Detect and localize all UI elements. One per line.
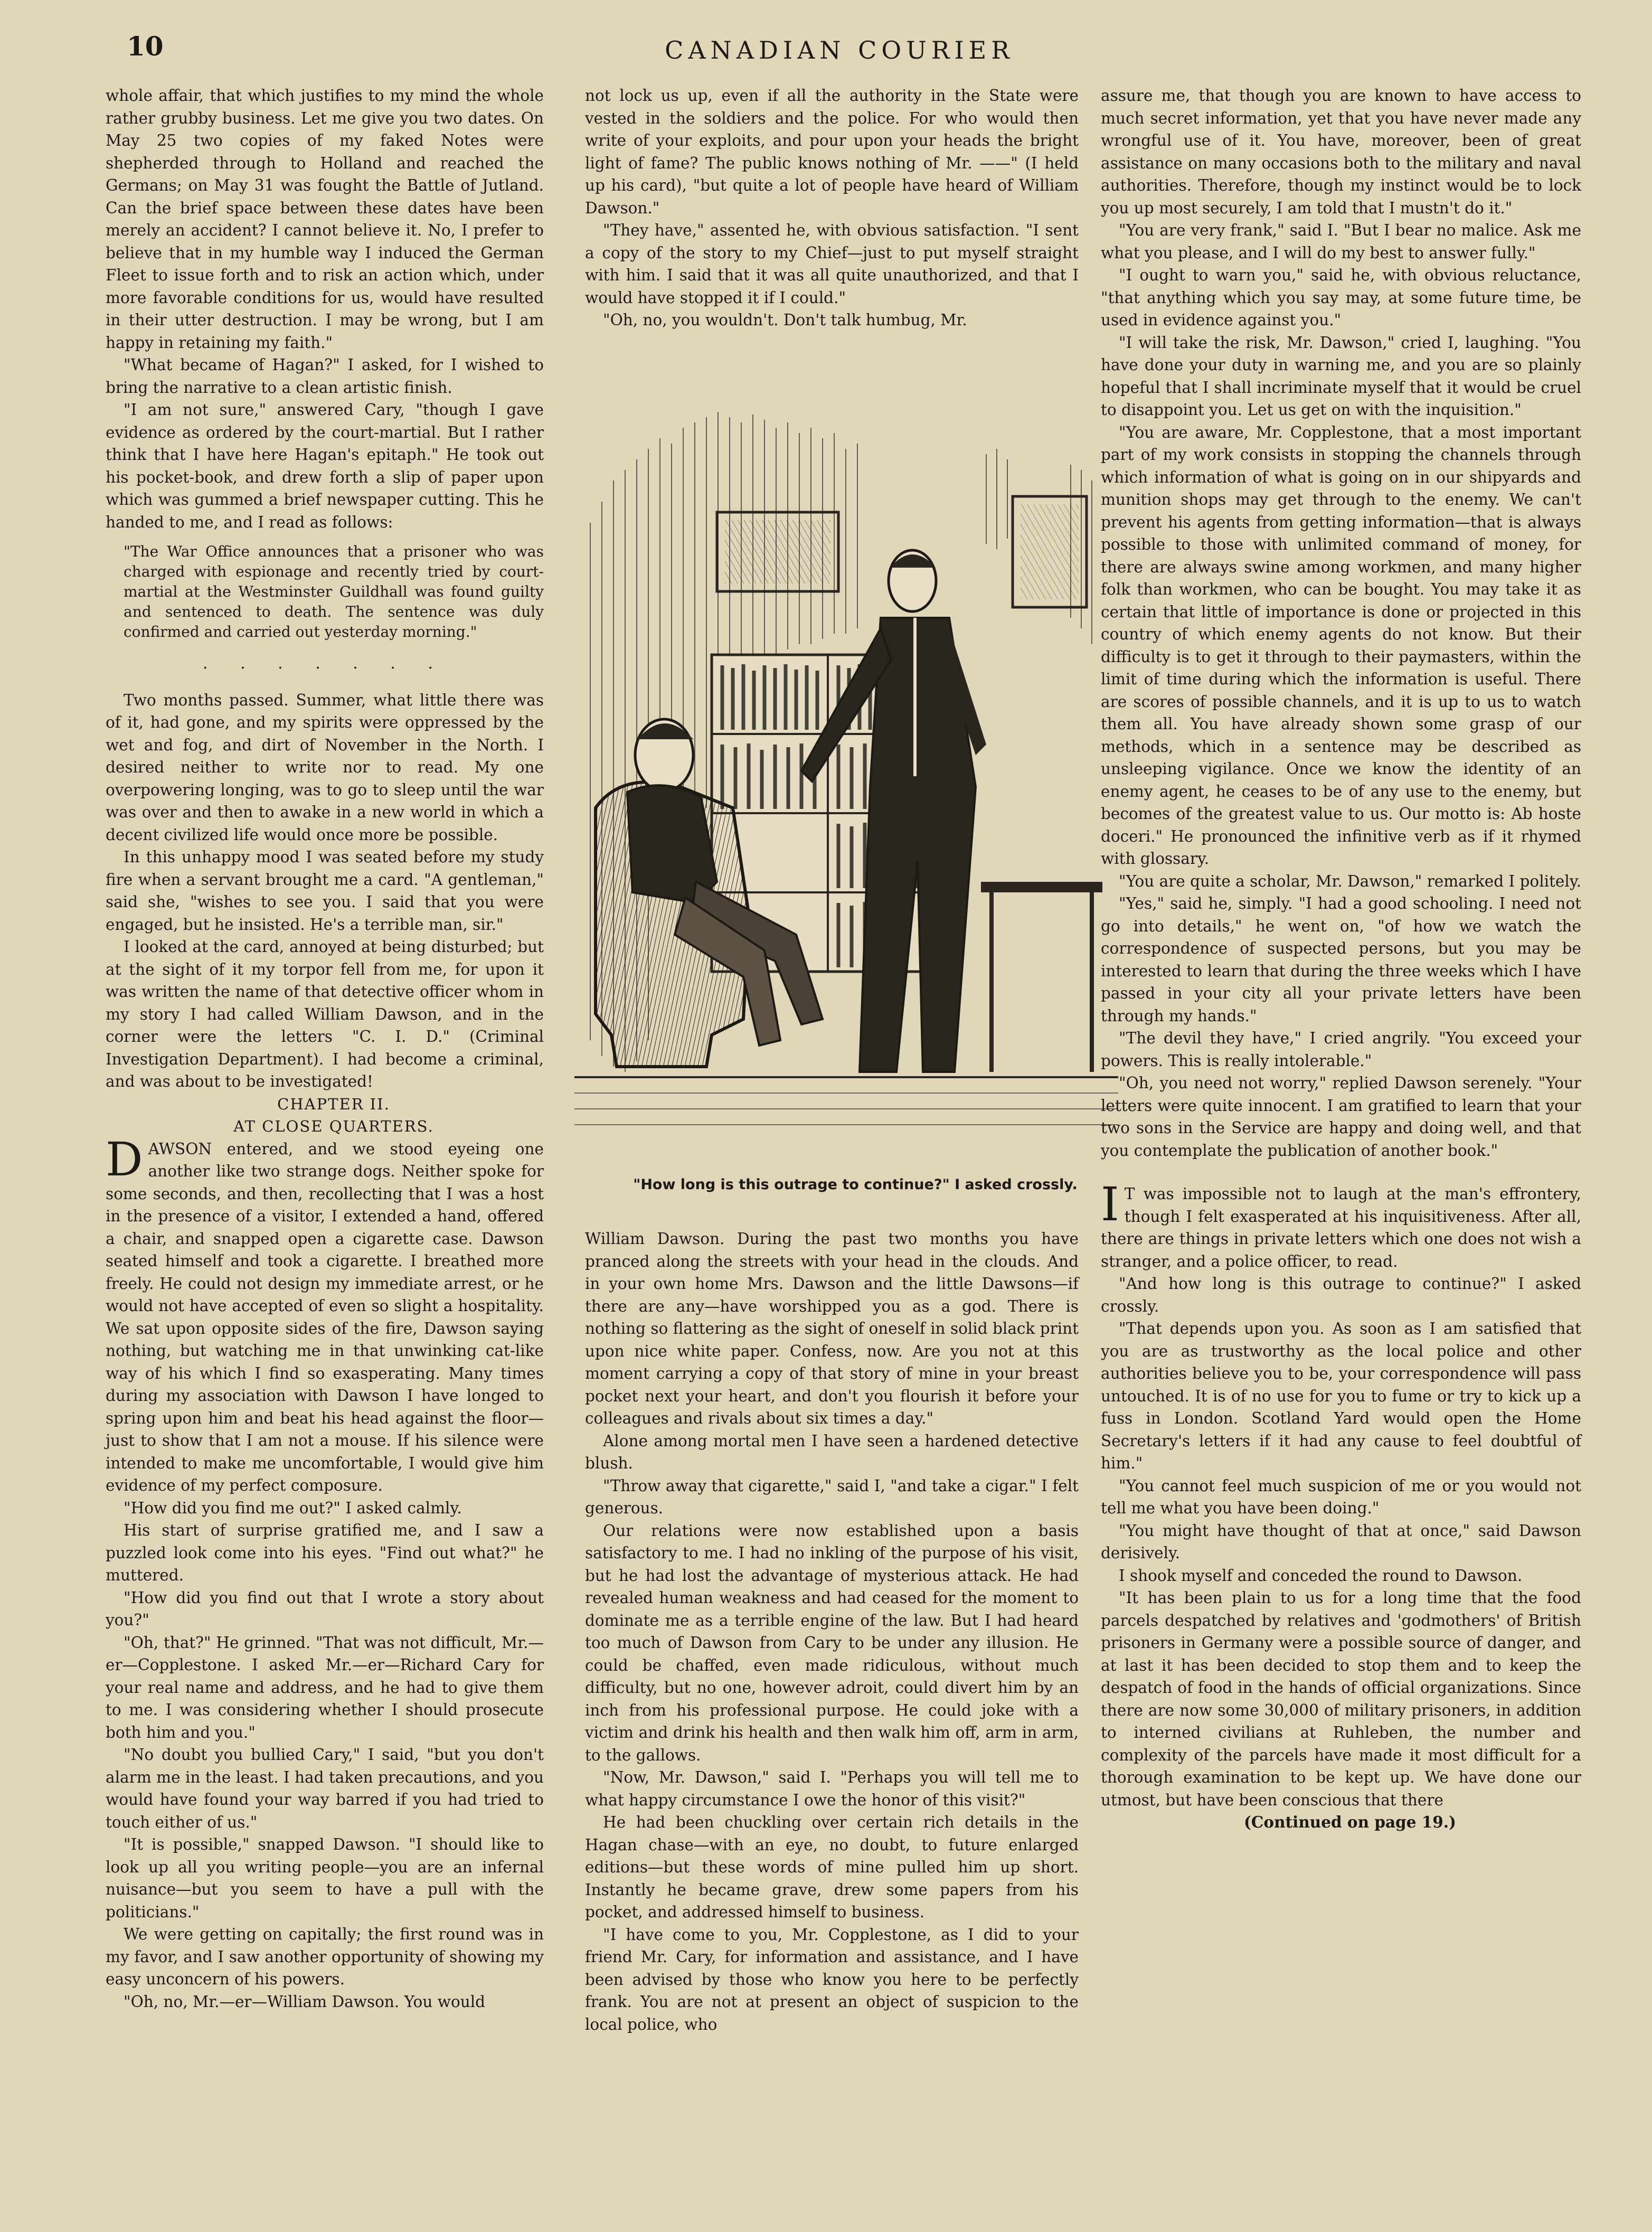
paragraph: "You might have thought of that at once," said Dawson derisively. [1101,1521,1581,1562]
paragraph: He had been chuckling over certain rich details in the Hagan chase—with an eye, no doubt, to future enlarged editions—but these words of mine pulled him up short. Instantly he became grave, drew some papers from his pocket, and addressed himself to business. [585,1813,1079,1921]
page-header [106,31,1573,73]
paragraph: whole affair, that which justifies to my mind the whole rather grubby business. Let me give you two dates. On May 25 two copies of my faked Notes were shepherded through to Holland and reached the Germans; on May 31 was fought the Battle of Jutland. Can the brief space between these dates have been merely an accident? I cannot believe it. No, I prefer to believe that in my humble way I induced the German Fleet to issue forth and to risk an action which, under more favorable conditions for us, would have resulted in their utter destruction. I may be wrong, but I am happy in retaining my faith." [106,87,544,352]
paragraph: "Oh, no, Mr.—er—William Dawson. You would [124,1992,486,2011]
paragraph: DAWSON entered, and we stood eyeing one another like two strange dogs. Neither spoke for some seconds, and then, recollecting that I was a host in the presence of a visitor, I extended a hand, offered a chair, and snapped open a cigarette case. Dawson seated himself and took a cigarette. I breathed more freely. He could not design my immediate arrest, or he would not have accepted of even so slight a hospitality. We sat upon opposite sides of the fire, Dawson saying nothing, but watching me in that unwinking cat-like way of his which I find so exasperating. Many times during my association with Dawson I have longed to spring upon him and beat his head against the floor—just to show that I am not a mouse. If his silence were intended to make me uncomfortable, I would give him evidence of my perfect composure. [106,1132,544,1494]
paragraph: "You cannot feel much suspicion of me or you would not tell me what you have been doing." [1101,1476,1581,1517]
paragraph: We were getting on capitally; the first round was in my favor, and I saw another opportunity of showing my easy unconcern of his powers. [106,1925,544,1988]
paragraph: "Throw away that cigarette," said I, "and take a cigar." I felt generous. [585,1476,1079,1517]
paragraph: "Oh, you need not worry," replied Dawson serenely. "Your letters were quite innocent. I am gratified to learn that your two sons in the Service are happy and doing well, and that you contemplate the publication of another book." [1101,1074,1581,1160]
paragraph: Our relations were now established upon a basis satisfactory to me. I had no inkling of the purpose of his visit, but he had lost the advantage of mysterious attack. He had revealed human weakness and had ceased for the moment to dominate me as a terrible engine of the law. But I had heard too much of Dawson from Cary to be under any illusion. He could be chaffed, even made ridiculous, without much difficulty, but no one, however adroit, could divert him by an inch from his professional purpose. He could joke with a victim and drink his health and then walk him off, arm in arm, to the gallows. [585,1521,1079,1764]
paragraph: "No doubt you bullied Cary," I said, "but you don't alarm me in the least. I had taken precautions, and you would have found your way barred if you had tried to touch either of us." [106,1746,544,1831]
paragraph: "Oh, no, you wouldn't. Don't talk humbug, Mr. [603,311,967,329]
running-head: CANADIAN COURIER [665,36,1014,64]
story-illustration [574,407,1118,1172]
paragraph: Two months passed. Summer, what little there was of it, had gone, and my spirits were oppressed by the wet and fog, and dirt of November in the North. I desired neither to write nor to read. My one overpowering longing, was to go to sleep until the war was over and then to awake in a new world in which a decent civilized life would once more be possible. [106,691,544,844]
column-1 [106,84,544,2013]
paragraph: I T was impossible not to laugh at the man's effrontery, though I felt exasperated at his inquisitiveness. After all, there are things in private letters which one does not wish a stranger, and a police officer, to read. [1101,1177,1581,1270]
paragraph: "And how long is this outrage to continue?" I asked crossly. [1101,1275,1581,1315]
section-break: . . . . . . . [203,654,447,673]
paragraph: assure me, that though you are known to have access to much secret information, yet that you have never made any wrongful use of it. You have, moreover, been of great assistance on many occasions both to the military and naval authorities. Therefore, though my instinct would be to lock you up most securely, I am told that I mustn't do it." [1101,87,1581,217]
paragraph: "How did you find out that I wrote a story about you?" [106,1588,544,1629]
column-2-top [585,84,1079,332]
paragraph: "The devil they have," I cried angrily. "You exceed your powers. This is really intolerable." [1101,1029,1581,1070]
paragraph: "Now, Mr. Dawson," said I. "Perhaps you will tell me to what happy circumstance I owe the honor of this visit?" [585,1768,1079,1809]
chapter-title: AT CLOSE QUARTERS. [233,1117,434,1135]
paragraph: "You are quite a scholar, Mr. Dawson," remarked I politely. [1119,872,1581,890]
paragraph: I shook myself and conceded the round to Dawson. [1119,1566,1523,1585]
paragraph: "That depends upon you. As soon as I am satisfied that you are as trustworthy as the local police and other authorities believe you to be, your correspondence will pass untouched. It is of no use for you to fume or try to kick up a fuss in London. Scotland Yard would open the Home Secretary's letters if it had any cause to feel doubtful of him." [1101,1320,1581,1472]
paragraph: "It is possible," snapped Dawson. "I should like to look up all you writing people—you are an infernal nuisance—but you seem to have a pull with the politicians." [106,1835,544,1921]
paragraph: "I am not sure," answered Cary, "though I gave evidence as ordered by the court-martial. But I rather think that I have here Hagan's epitaph." He took out his pocket-book, and drew forth a slip of paper upon which was gummed a brief newspaper cutting. This he handed to me, and I read as follows: [106,401,544,531]
column-3 [1101,84,1581,1834]
paragraph: "They have," assented he, with obvious satisfaction. "I sent a copy of the story to my Chief—just to put myself straight with him. I said that it was all quite unauthorized, and that I would have stopped it if I could." [585,221,1079,307]
continued-note: (Continued on page 19.) [1243,1813,1457,1831]
paragraph: "You are aware, Mr. Copplestone, that a most important part of my work consists in stopping the channels through which information of what is going on in our shipyards and munition shops may get through to the enemy. We can't prevent his agents from getting information—that is always possible to those with unlimited command of money, for there are always swine among workmen, and many higher folk than workmen, who can be bought. You may take it as certain that little of importance is done or projected in this country of which enemy agents do not know. But their difficulty is to get it through to their paymasters, within the limit of time during which the information is useful. There are scores of possible channels, and it is up to us to watch them all. You have already shown some grasp of our methods, which in a sentence may be described as unsleeping vigilance. Once we know the identity of an enemy agent, he ceases to be of any use to the enemy, but becomes of the greatest value to us. Our motto is: Ab hoste doceri." He pronounced the infinitive verb as if it rhymed with glossary. [1101,423,1581,868]
paragraph: In this unhappy mood I was seated before my study fire when a servant brought me a card. "A gentleman," said she, "wishes to see you. I said that you were engaged, but he insisted. He's a terrible man, sir." [106,848,544,934]
paragraph: Alone among mortal men I have seen a hardened detective blush. [585,1432,1079,1472]
paragraph: His start of surprise gratified me, and I saw a puzzled look come into his eyes. "Find out what?" he muttered. [106,1521,544,1584]
drop-cap: D [106,1132,143,1186]
paragraph: "It has been plain to us for a long time that the food parcels despatched by relatives and 'godmothers' of British prisoners in Germany were a possible source of danger, and at last it has been decided to stop them and to keep the despatch of food in the hands of official organizations. Since there are now some 30,000 of military prisoners, in addition to interned civilians at Ruhleben, the number and complexity of the parcels have made it most difficult for a thorough examination to be kept up. We have done our utmost, but have been conscious that there [1101,1589,1581,1809]
paragraph: "I will take the risk, Mr. Dawson," cried I, laughing. "You have done your duty in warning me, and you are so plainly hopeful that I shall incriminate myself that it would be cruel to disappoint you. Let us get on with the inquisition." [1101,333,1581,419]
drop-cap: I [1101,1177,1119,1231]
paragraph: "You are very frank," said I. "But I bear no malice. Ask me what you please, and I will do my best to answer fully." [1101,221,1581,262]
illustration-caption: "How long is this outrage to continue?" I asked crossly. [633,1176,1078,1193]
paragraph: "Yes," said he, simply. "I had a good schooling. I need not go into details," he went on, "of how we watch the correspondence of suspected persons, but you may be interested to learn that during the three weeks which I have passed in your city all your private letters have been through my hands." [1101,894,1581,1025]
paragraph: William Dawson. During the past two months you have pranced along the streets with your head in the clouds. And in your own home Mrs. Dawson and the little Dawsons—if there are any—have worshipped you as a god. There is nothing so flattering as the sight of oneself in solid black print upon nice white paper. Confess, now. Are you not at this moment carrying a copy of that story of mine in your breast pocket next your heart, and don't you flourish it before your colleagues and rivals about six times a day." [585,1230,1079,1427]
paragraph: "Oh, that?" He grinned. "That was not difficult, Mr.—er—Copplestone. I asked Mr.—er—Richard Cary for your real name and address, and he had to give them to me. I was considering whether I should prosecute both him and you." [106,1633,544,1741]
paragraph: "What became of Hagan?" I asked, for I wished to bring the narrative to a clean artistic finish. [106,356,544,397]
column-2-bottom [585,1228,1079,2036]
newspaper-cutting-quote: "The War Office announces that a prisoner who was charged with espionage and recently tried by court-martial at the Westminster Guildhall was found guilty and sentenced to death. The sentence was duly confirmed and carried out yesterday morning." [124,543,544,641]
paragraph: "I have come to you, Mr. Copplestone, as I did to your friend Mr. Cary, for information and assistance, and I have been advised by those who know you here to be perfectly frank. You are not at present an object of suspicion to the local police, who [585,1925,1079,2033]
paragraph: not lock us up, even if all the authority in the State were vested in the soldiers and the police. For who would then write of your exploits, and pour upon your heads the bright light of fame? The public knows nothing of Mr. ——" (I held up his card), "but quite a lot of people have heard of William Dawson." [585,87,1079,217]
page-number: 10 [127,31,164,62]
paragraph: I looked at the card, annoyed at being disturbed; but at the sight of it my torpor fell from me, for upon it was written the name of that detective officer whom in my story I had called William Dawson, and in the corner were the letters "C. I. D." (Criminal Investigation Department). I had become a criminal, and was about to be investigated! [106,938,544,1090]
chapter-heading: CHAPTER II. [277,1095,390,1113]
paragraph: "I ought to warn you," said he, with obvious reluctance, "that anything which you say may, at some future time, be used in evidence against you." [1101,266,1581,329]
paragraph: "How did you find me out?" I asked calmly. [124,1499,462,1517]
